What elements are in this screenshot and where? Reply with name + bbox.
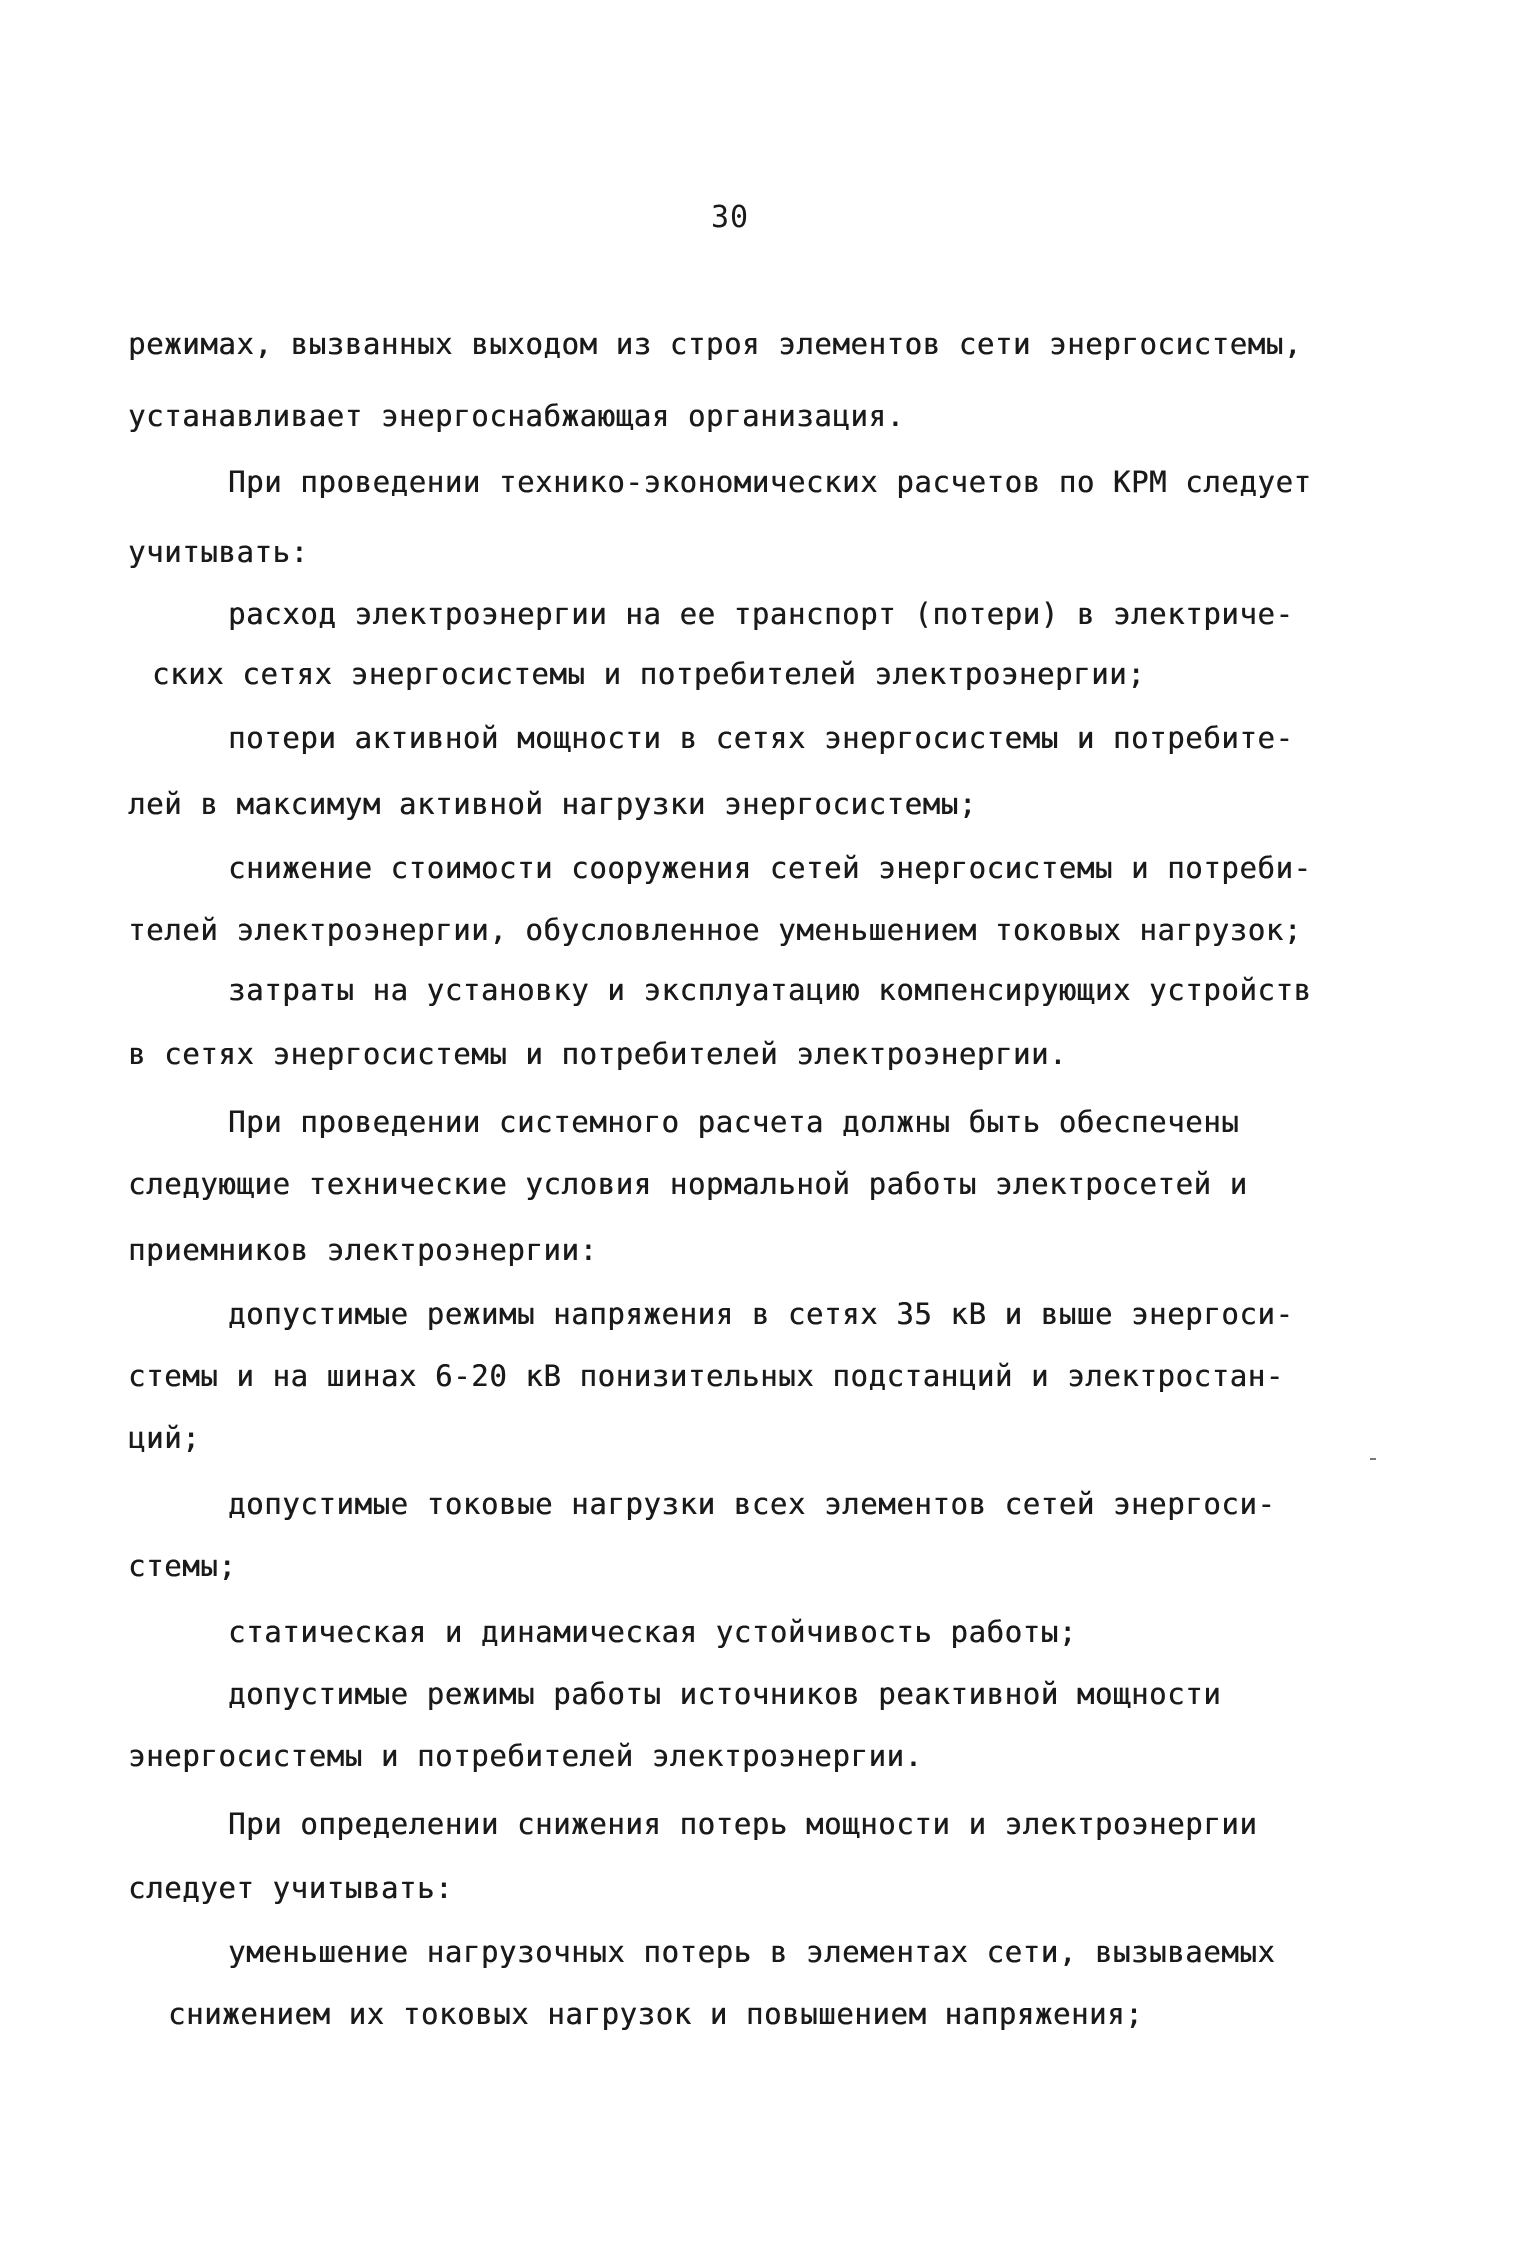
text-line: учитывать:: [128, 535, 309, 569]
text-line: стемы;: [128, 1549, 237, 1583]
text-line: ских сетях энергосистемы и потребителей электроэнергии;: [152, 657, 1146, 691]
paragraph-start-line: При определении снижения потерь мощности и электроэнергии: [228, 1807, 1258, 1841]
paragraph-start-line: При проведении системного расчета должны быть обеспечены: [228, 1105, 1240, 1139]
list-item-line: допустимые токовые нагрузки всех элементов сетей энергоси-: [228, 1487, 1276, 1521]
text-line: энергосистемы и потребителей электроэнергии.: [128, 1739, 923, 1773]
text-line: следующие технические условия нормальной работы электросетей и: [128, 1167, 1248, 1201]
list-item-line: уменьшение нагрузочных потерь в элементах сети, вызываемых: [228, 1935, 1276, 1969]
text-line: следует учитывать:: [128, 1871, 454, 1905]
scan-speck: [1370, 1458, 1376, 1460]
text-line: устанавливает энергоснабжающая организация.: [128, 399, 905, 433]
text-line: снижением их токовых нагрузок и повышением напряжения;: [168, 1997, 1144, 2031]
text-line: ций;: [128, 1421, 201, 1455]
list-item-line: статическая и динамическая устойчивость работы;: [228, 1615, 1077, 1649]
list-item-line: расход электроэнергии на ее транспорт (потери) в электриче-: [228, 597, 1294, 631]
text-line: режимах, вызванных выходом из строя элементов сети энергосистемы,: [128, 327, 1302, 361]
list-item-line: допустимые режимы напряжения в сетях 35 кВ и выше энергоси-: [228, 1297, 1294, 1331]
list-item-line: потери активной мощности в сетях энергосистемы и потребите-: [228, 721, 1294, 755]
text-line: приемников электроэнергии:: [128, 1233, 598, 1267]
list-item-line: затраты на установку и эксплуатацию компенсирующих устройств: [228, 973, 1312, 1007]
list-item-line: допустимые режимы работы источников реактивной мощности: [228, 1677, 1222, 1711]
text-line: стемы и на шинах 6-20 кВ понизительных подстанций и электростан-: [128, 1359, 1284, 1393]
list-item-line: снижение стоимости сооружения сетей энергосистемы и потреби-: [228, 851, 1312, 885]
text-line: лей в максимум активной нагрузки энергосистемы;: [128, 787, 977, 821]
text-line: в сетях энергосистемы и потребителей электроэнергии.: [128, 1037, 1068, 1071]
page-number: 30: [710, 200, 750, 235]
text-line: телей электроэнергии, обусловленное уменьшением токовых нагрузок;: [128, 913, 1302, 947]
paragraph-start-line: При проведении технико-экономических расчетов по КРМ следует: [228, 465, 1312, 499]
